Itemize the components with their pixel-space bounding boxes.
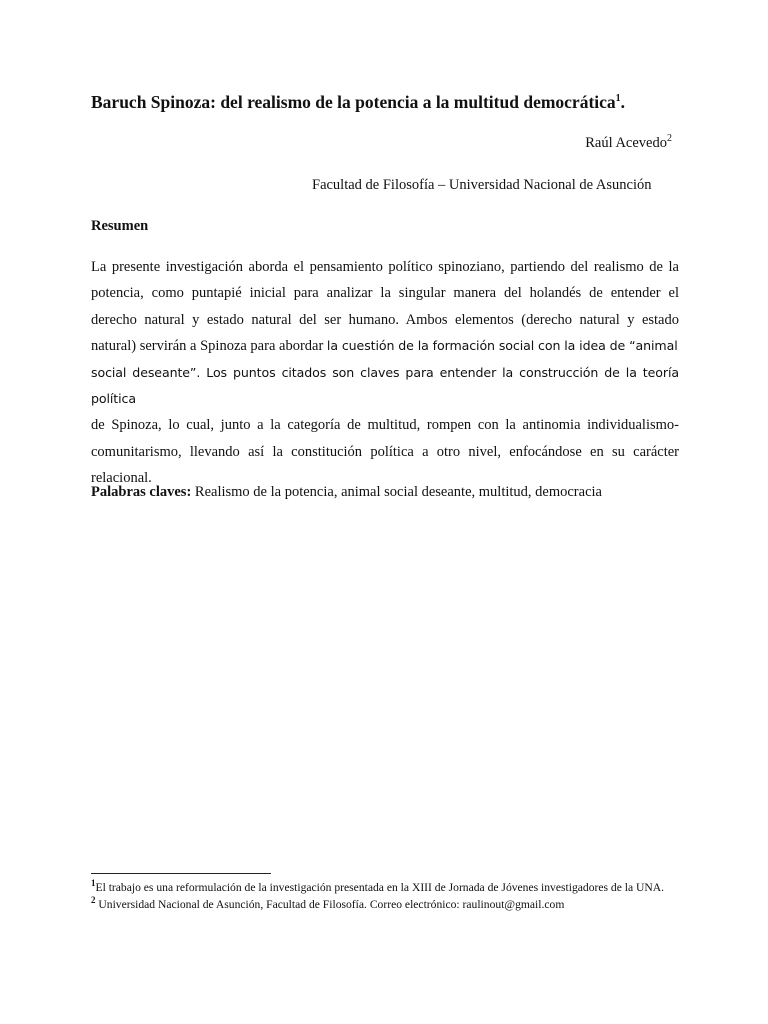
abstract-line: de Spinoza, lo cual, junto a la categoría de multitud, rompen con la antinomia individualismo- [91,417,679,434]
keywords [91,481,681,503]
footnote-mark: 1 [91,878,96,889]
paper-title [91,90,711,114]
footnote-text: Universidad Nacional de Asunción, Facultad de Filosofía. Correo electrónico: raulinout@gmail.com [95,898,565,911]
abstract-body [91,254,679,492]
abstract-heading: Resumen [91,218,149,234]
footnote-2 [91,897,681,912]
footnotes [91,880,681,914]
keywords-label: Palabras claves: [91,484,192,500]
abstract-line-mixed [91,333,679,359]
footnote-separator [91,873,271,874]
title-text: Baruch Spinoza: del realismo de la potencia a la multitud democrática [91,92,616,112]
abstract-line-part-sans: la cuestión de la formación social con la idea de “animal [326,338,678,354]
abstract-line: potencia, como puntapié inicial para analizar la singular manera del holandés de entender el [91,285,679,302]
abstract-line: relacional. [91,470,152,487]
author-footnote-mark: 2 [667,133,672,145]
abstract-line: social deseante”. Los puntos citados son claves para entender la construcción de la teoría política [91,364,679,407]
footnote-text: El trabajo es una reformulación de la investigación presentada en la XIII de Jornada de Jóvenes investigadores de la UNA. [95,881,665,894]
title-period: . [620,92,626,112]
abstract-line-part: natural) servirán a Spinoza para abordar [91,338,324,355]
keywords-text: Realismo de la potencia, animal social deseante, multitud, democracia [194,484,602,500]
footnote-mark: 2 [91,895,96,906]
abstract-line: La presente investigación aborda el pensamiento político spinoziano, partiendo del realismo de la [91,259,679,275]
author-name: Raúl Acevedo [585,135,667,151]
title-footnote-mark: 1 [615,93,621,105]
abstract-line: derecho natural y estado natural del ser humano. Ambos elementos (derecho natural y estado [91,311,679,328]
author-line [300,132,672,154]
affiliation: Facultad de Filosofía – Universidad Nacional de Asunción [312,177,652,193]
footnote-1 [91,880,681,895]
abstract-line: comunitarismo, llevando así la constitución política a otro nivel, enfocándose en su carácter [91,443,679,460]
